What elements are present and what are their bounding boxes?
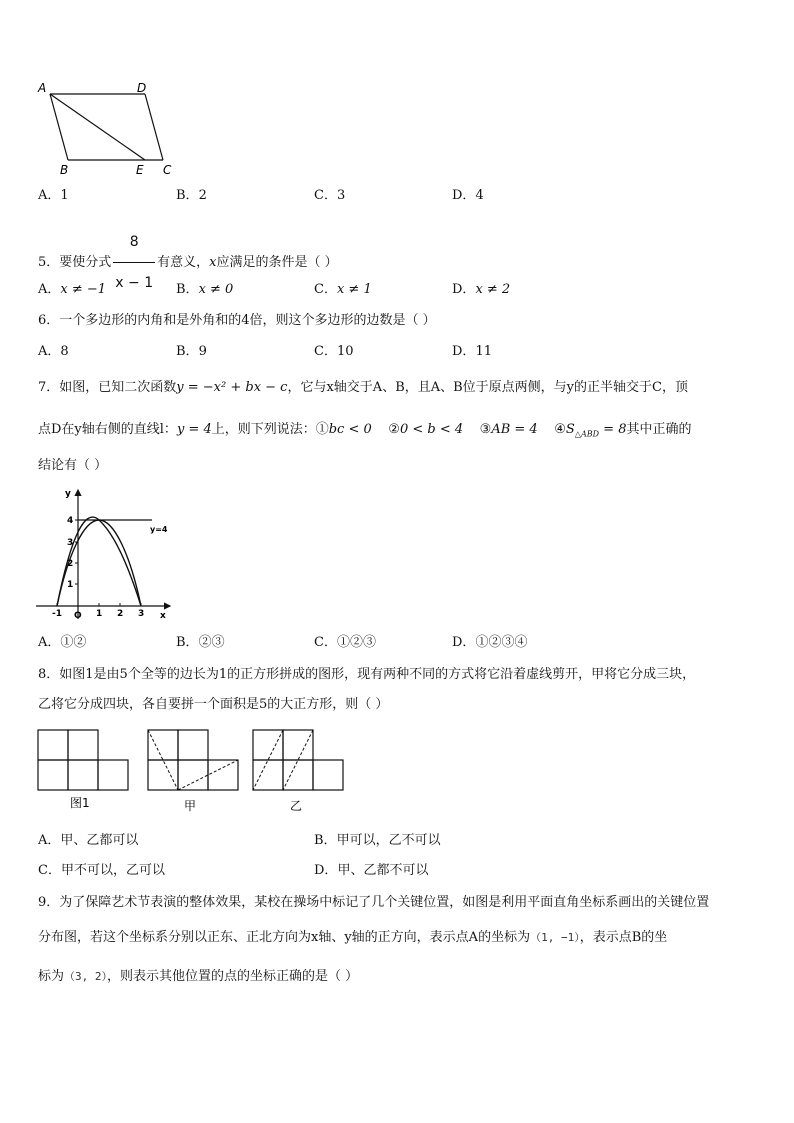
q6-option-d[interactable] [452, 343, 492, 361]
fraction-denominator: x − 1 [113, 262, 155, 303]
q9-text: ，表示点B的坐 [579, 930, 668, 945]
q4-option-a[interactable] [38, 187, 69, 205]
option-label: A． [38, 188, 61, 203]
q4-option-b[interactable] [176, 187, 207, 205]
q5-fraction [113, 222, 155, 303]
q7-statement-4-eq: = 8 [599, 422, 627, 437]
option-label: A． [38, 344, 61, 359]
option-value: 甲、乙都可以 [60, 833, 139, 848]
y-tick-1: 1 [67, 580, 74, 590]
y-axis-label: y [65, 489, 71, 499]
q5-prefix: 5．要使分式 [38, 255, 112, 270]
option-value: x ≠ 1 [336, 282, 372, 297]
option-label: C． [314, 188, 337, 203]
option-value: 3 [336, 188, 346, 203]
y-tick-2: 2 [67, 559, 74, 569]
q9-line3 [38, 968, 358, 986]
x-axis-label: x [160, 611, 166, 621]
label-B: B [60, 163, 69, 177]
q6-option-a[interactable] [38, 343, 69, 361]
y-tick-3: 3 [67, 538, 74, 548]
q9-text: 标为 [38, 969, 65, 984]
q6-question: 6．一个多边形的内角和是外角和的4倍，则这个多边形的边数是（ ） [38, 313, 436, 328]
option-value: 8 [60, 344, 69, 359]
q9-coord-a: （1, −1） [530, 931, 580, 944]
q7-option-b[interactable] [176, 634, 225, 652]
q9-text: 分布图，若这个坐标系分别以正东、正北方向为x轴、y轴的正方向，表示点A的坐标为 [38, 930, 531, 945]
q5-suffix-b: 应满足的条件是（ ） [216, 255, 338, 270]
y-tick-4: 4 [67, 516, 74, 526]
option-value: 9 [198, 344, 207, 359]
option-value: ①②③ [336, 635, 376, 650]
option-value: 11 [475, 344, 492, 359]
q9-coord-b: （3, 2） [64, 970, 108, 983]
option-label: A． [38, 282, 61, 297]
option-value: x ≠ −1 [60, 282, 107, 297]
q7-line1 [38, 379, 688, 397]
option-value: 10 [336, 344, 354, 359]
q5-var: x [209, 255, 217, 270]
label-E: E [136, 163, 144, 177]
option-label: A． [38, 833, 61, 848]
q5-option-b[interactable] [176, 281, 233, 299]
q8-option-b[interactable] [314, 832, 441, 850]
option-label: D． [314, 863, 338, 878]
x-tick-1: 1 [96, 609, 103, 619]
line-label: y=4 [150, 525, 168, 534]
q7-formula: y = −x² + bx − c [176, 380, 288, 395]
option-label: D． [452, 635, 476, 650]
option-label: D． [452, 282, 476, 297]
q6-option-b[interactable] [176, 343, 207, 361]
option-value: 1 [60, 188, 69, 203]
q9-text: ，则表示其他位置的点的坐标正确的是（ ） [107, 969, 359, 984]
q4-option-c[interactable] [314, 187, 345, 205]
option-label: D． [452, 188, 476, 203]
q7-statement-1: bc < 0 [328, 422, 372, 437]
q7-parabola-graph [30, 484, 180, 624]
label-A: A [38, 81, 47, 95]
fig1-label: 图1 [70, 796, 90, 810]
option-value: ①②③④ [475, 635, 528, 650]
q8-line2: 乙将它分成四块，各自要拼一个面积是5的大正方形，则（ ） [38, 697, 389, 712]
option-label: C． [314, 344, 337, 359]
q7-option-d[interactable] [452, 634, 527, 652]
q7-option-c[interactable] [314, 634, 376, 652]
option-label: C． [314, 635, 337, 650]
parallelogram-figure [30, 78, 190, 178]
q7-line2 [38, 421, 691, 444]
x-tick-3: 3 [138, 609, 145, 619]
option-label: B． [314, 833, 337, 848]
q5-suffix-a: 有意义， [157, 255, 210, 270]
q7-statement-3: AB = 4 [491, 422, 538, 437]
q7-subscript: △ABD [574, 429, 600, 439]
q7-line-eq: y = 4 [176, 422, 212, 437]
q7-marker: ② [388, 422, 400, 437]
option-label: D． [452, 344, 476, 359]
q9-line1: 9．为了保障艺术节表演的整体效果，某校在操场中标记了几个关键位置，如图是利用平面直角坐标系画出的关键位置 [38, 895, 710, 910]
q7-marker: ③ [479, 422, 492, 437]
q7-text: ，它与x轴交于A、B，且A、B位于原点两侧，与y的正半轴交于C，顶 [287, 380, 688, 395]
fraction-numerator: 8 [129, 234, 139, 250]
q8-option-d[interactable] [314, 862, 428, 880]
q7-text: 点D在y轴右侧的直线l： [38, 422, 177, 437]
option-label: C． [38, 863, 61, 878]
x-tick-2: 2 [117, 609, 124, 619]
q7-text: 7．如图，已知二次函数 [38, 380, 177, 395]
option-value: 4 [475, 188, 484, 203]
option-value: ①② [60, 635, 87, 650]
option-value: 2 [198, 188, 207, 203]
option-value: x ≠ 2 [475, 282, 511, 297]
q7-marker: ④ [554, 422, 566, 437]
option-value: x ≠ 0 [198, 282, 234, 297]
q8-option-a[interactable] [38, 832, 138, 850]
q4-option-d[interactable] [452, 187, 484, 205]
q7-text: 上，则下列说法：① [211, 422, 329, 437]
q7-text: 其中正确的 [626, 422, 692, 437]
q7-statement-4: S [565, 422, 575, 437]
option-label: B． [176, 188, 199, 203]
q5-option-a[interactable] [38, 281, 106, 299]
q7-statement-2: 0 < b < 4 [399, 422, 464, 437]
q7-option-a[interactable] [38, 634, 86, 652]
option-label: A． [38, 635, 61, 650]
option-label: B． [176, 282, 199, 297]
q9-line2 [38, 929, 667, 947]
option-label: B． [176, 635, 199, 650]
x-tick-neg1: -1 [52, 609, 62, 619]
q6-option-c[interactable] [314, 343, 354, 361]
option-label: B． [176, 344, 199, 359]
fig-yi-label: 乙 [290, 799, 303, 813]
q5-option-c[interactable] [314, 281, 372, 299]
option-value: 甲不可以，乙可以 [60, 863, 165, 878]
label-C: C [163, 163, 172, 177]
q8-line1: 8．如图1是由5个全等的边长为1的正方形拼成的图形，现有两种不同的方式将它沿着虚线剪开，甲将它分成三块， [38, 667, 696, 682]
q8-option-c[interactable] [38, 862, 165, 880]
option-label: C． [314, 282, 337, 297]
q7-line3: 结论有（ ） [38, 458, 108, 473]
option-value: 甲、乙都不可以 [337, 863, 429, 878]
option-value: ②③ [198, 635, 225, 650]
origin-label: O [74, 611, 82, 621]
label-D: D [137, 81, 147, 95]
fig-jia-label: 甲 [184, 799, 197, 813]
option-value: 甲可以，乙不可以 [336, 833, 441, 848]
q5-option-d[interactable] [452, 281, 510, 299]
q8-figures [36, 728, 356, 818]
